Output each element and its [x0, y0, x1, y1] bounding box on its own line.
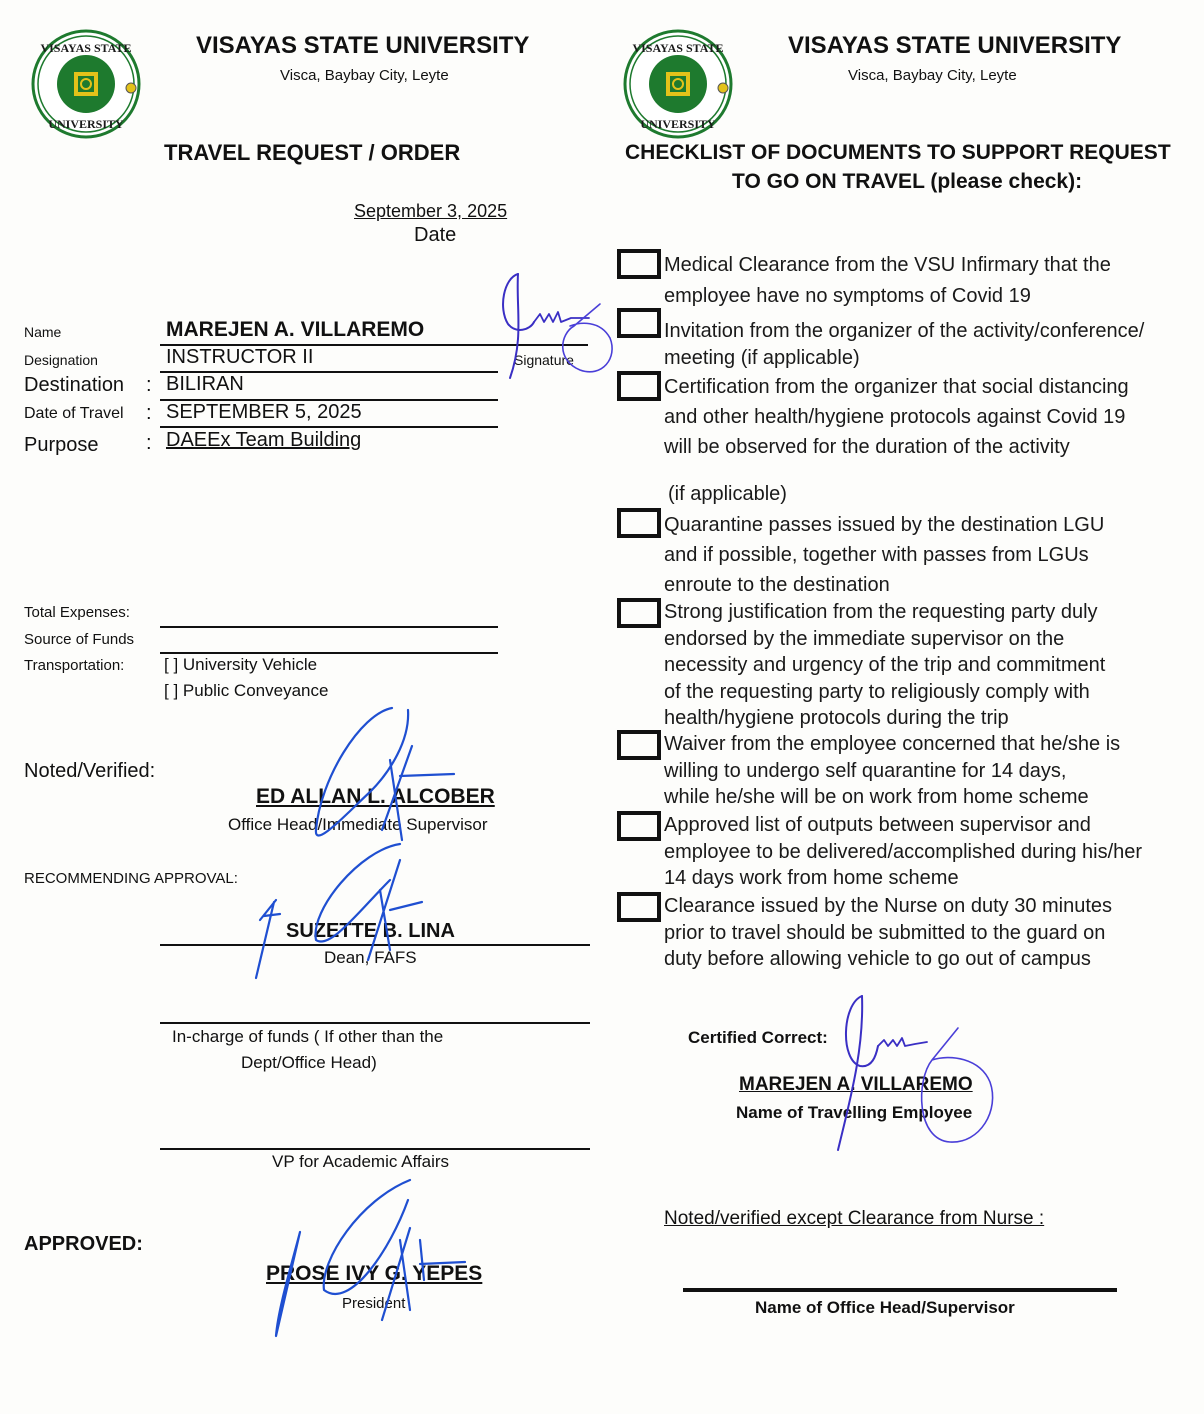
approved-signatory-name: PROSE IVY G. YEPES	[266, 1262, 483, 1285]
checklist-text: prior to travel should be submitted to the guard on	[664, 921, 1106, 944]
purpose-label: Purpose	[24, 434, 99, 456]
signature-label: Signature	[514, 352, 574, 368]
noted-signatory-title: Office Head/Immediate Supervisor	[228, 815, 488, 834]
checklist-checkbox[interactable]	[617, 371, 661, 401]
request-date-value: September 3, 2025	[354, 201, 508, 221]
office-head-signature-line[interactable]	[683, 1288, 1117, 1292]
name-label: Name	[24, 324, 62, 340]
checklist-text: Clearance issued by the Nurse on duty 30 minutes	[664, 895, 1113, 917]
date-of-travel-colon: :	[146, 402, 152, 424]
checklist-text: of the requesting party to religiously comply with	[664, 680, 1090, 703]
checklist-checkbox[interactable]	[617, 892, 661, 922]
svg-text:UNIVERSITY: UNIVERSITY	[48, 117, 124, 131]
checklist-text: necessity and urgency of the trip and commitment	[664, 654, 1106, 676]
date-of-travel-underline	[160, 426, 498, 428]
checklist-checkbox[interactable]	[617, 811, 661, 841]
transport-option-public-conveyance[interactable]	[164, 681, 328, 701]
date-of-travel-value[interactable]: SEPTEMBER 5, 2025	[166, 401, 362, 423]
checklist-text: health/hygiene protocols during the trip	[664, 707, 1009, 729]
transport-checkbox[interactable]: [ ]	[164, 655, 179, 674]
destination-label: Destination	[24, 374, 125, 396]
certified-employee-title: Name of Travelling Employee	[736, 1103, 973, 1122]
purpose-colon: :	[146, 432, 152, 454]
transport-checkbox[interactable]: [ ]	[164, 681, 179, 700]
certified-employee-name: MAREJEN A. VILLAREMO	[739, 1074, 973, 1095]
checklist-text: Approved list of outputs between supervisor and	[664, 814, 1091, 836]
checklist-text: enroute to the destination	[664, 574, 890, 596]
checklist-text: (if applicable)	[668, 483, 787, 505]
recommending-signature-line	[160, 944, 590, 946]
destination-colon: :	[146, 374, 152, 396]
recommending-signatory-name: SUZETTE B. LINA	[286, 920, 455, 942]
request-date-label: Date	[414, 224, 457, 246]
university-address: Visca, Baybay City, Leyte	[848, 67, 1017, 84]
checklist-checkbox[interactable]	[617, 598, 661, 628]
transportation-label: Transportation:	[24, 657, 125, 674]
checklist-text: Quarantine passes issued by the destination LGU	[664, 514, 1105, 536]
transport-option-label: Public Conveyance	[182, 681, 329, 700]
university-name: VISAYAS STATE UNIVERSITY	[788, 32, 1122, 59]
university-address: Visca, Baybay City, Leyte	[280, 67, 449, 84]
purpose-value[interactable]: DAEEx Team Building	[166, 429, 362, 451]
checklist-text: Certification from the organizer that social distancing	[664, 376, 1129, 398]
form-title: TRAVEL REQUEST / ORDER	[164, 140, 461, 165]
approved-label: APPROVED:	[24, 1233, 143, 1255]
vp-signature-line[interactable]	[160, 1148, 590, 1150]
funds-incharge-title-line1: In-charge of funds ( If other than the	[172, 1027, 444, 1046]
total-expenses-label: Total Expenses:	[24, 604, 130, 621]
checklist-text: employee to be delivered/accomplished during his/her	[664, 840, 1143, 863]
checklist-text: and if possible, together with passes from LGUs	[664, 544, 1089, 566]
university-name: VISAYAS STATE UNIVERSITY	[196, 32, 530, 59]
checklist-text: endorsed by the immediate supervisor on the	[664, 627, 1065, 650]
funds-incharge-signature-line[interactable]	[160, 1022, 590, 1024]
checklist-text: and other health/hygiene protocols against Covid 19	[664, 406, 1126, 428]
checklist-text: employee have no symptoms of Covid 19	[664, 285, 1031, 307]
designation-value[interactable]: INSTRUCTOR II	[166, 346, 314, 368]
checklist-text: will be observed for the duration of the activity	[664, 436, 1070, 458]
recommending-approval-label: RECOMMENDING APPROVAL:	[24, 870, 238, 887]
recommending-signatory-title: Dean, FAFS	[324, 948, 417, 967]
source-of-funds-field[interactable]	[160, 652, 498, 654]
checklist-text: Invitation from the organizer of the activity/conference/	[664, 320, 1145, 342]
checklist-checkbox[interactable]	[617, 308, 661, 338]
checklist-title-line2: TO GO ON TRAVEL (please check):	[732, 170, 1083, 193]
date-of-travel-label: Date of Travel	[24, 405, 124, 422]
office-head-title: Name of Office Head/Supervisor	[755, 1298, 1015, 1317]
checklist-text: meeting (if applicable)	[664, 347, 860, 369]
source-of-funds-label: Source of Funds	[24, 631, 135, 648]
university-seal-icon	[30, 28, 142, 140]
noted-except-nurse-label: Noted/verified except Clearance from Nurse :	[664, 1208, 1045, 1229]
total-expenses-field[interactable]	[160, 626, 498, 628]
designation-label: Designation	[24, 352, 98, 368]
svg-text:VISAYAS STATE: VISAYAS STATE	[632, 41, 724, 55]
checklist-text: Medical Clearance from the VSU Infirmary that the	[664, 254, 1111, 276]
checklist-text: Strong justification from the requesting party duly	[664, 601, 1098, 623]
university-seal-icon	[622, 28, 734, 140]
checklist-text: Waiver from the employee concerned that he/she is	[664, 733, 1121, 755]
checklist-text: 14 days work from home scheme	[664, 867, 959, 889]
checklist-checkbox[interactable]	[617, 249, 661, 279]
employee-signature	[490, 268, 620, 398]
checklist-text: duty before allowing vehicle to go out of campus	[664, 948, 1091, 970]
certified-correct-label: Certified Correct:	[688, 1028, 828, 1047]
name-value[interactable]: MAREJEN A. VILLAREMO	[166, 318, 425, 341]
checklist-checkbox[interactable]	[617, 730, 661, 760]
noted-signatory-name: ED ALLAN L. ALCOBER	[256, 785, 495, 808]
svg-text:UNIVERSITY: UNIVERSITY	[640, 117, 716, 131]
svg-text:VISAYAS STATE: VISAYAS STATE	[40, 41, 132, 55]
transport-option-university-vehicle[interactable]	[164, 655, 317, 675]
checklist-checkbox[interactable]	[617, 508, 661, 538]
president-signature	[260, 1160, 460, 1340]
vp-title: VP for Academic Affairs	[272, 1152, 450, 1171]
checklist-text: while he/she will be on work from home scheme	[664, 786, 1089, 808]
checklist-title-line1: CHECKLIST OF DOCUMENTS TO SUPPORT REQUEST	[625, 141, 1171, 164]
funds-incharge-title-line2: Dept/Office Head)	[241, 1053, 377, 1072]
destination-value[interactable]: BILIRAN	[166, 373, 244, 395]
transport-option-label: University Vehicle	[182, 655, 318, 674]
checklist-text: willing to undergo self quarantine for 14 days,	[664, 759, 1067, 782]
noted-verified-label: Noted/Verified:	[24, 760, 156, 782]
approved-signatory-title: President	[342, 1295, 406, 1312]
